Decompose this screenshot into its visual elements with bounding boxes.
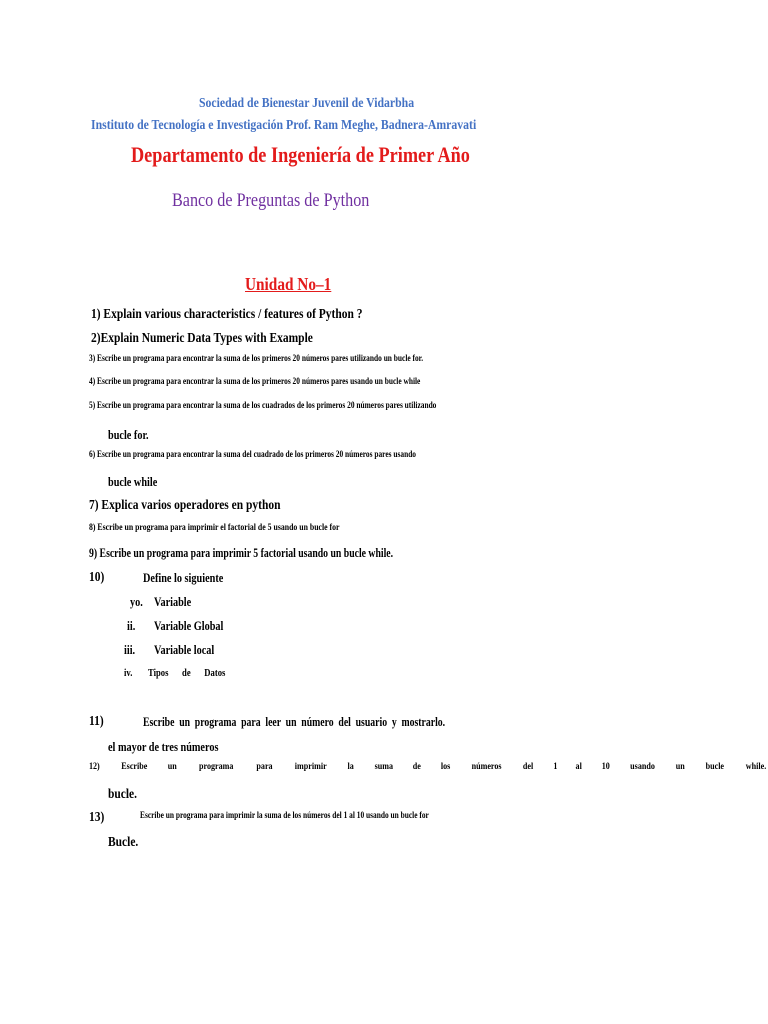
word: programa <box>199 762 234 772</box>
word: para <box>256 762 273 772</box>
word: 12) <box>88 762 100 772</box>
list-item-number: iii. <box>124 643 136 657</box>
word: while. <box>745 762 767 772</box>
society-name: Sociedad de Bienestar Juvenil de Vidarbha <box>199 96 415 111</box>
word: imprimir <box>294 762 327 772</box>
question-13-number: 13) <box>89 810 105 825</box>
word: números <box>471 762 502 772</box>
question-6: 6) Escribe un programa para encontrar la suma del cuadrado de los primeros 20 números pares usando <box>89 450 417 460</box>
unit-heading: Unidad No–1 <box>245 274 332 294</box>
question-10-text: Define lo siguiente <box>143 571 224 585</box>
department-title: Departamento de Ingeniería de Primer Año <box>131 142 470 167</box>
list-item-text: Tipos de Datos <box>148 668 226 679</box>
question-1: 1) Explain various characteristics / features of Python ? <box>91 307 363 322</box>
question-11-text: Escribe un programa para leer un número del usuario y mostrarlo. <box>143 715 446 729</box>
word: suma <box>374 762 393 772</box>
question-12 <box>88 762 768 772</box>
question-3: 3) Escribe un programa para encontrar la suma de los primeros 20 números pares utilizando un bucle for. <box>89 354 424 364</box>
question-5-continuation: bucle for. <box>108 428 149 442</box>
list-item-text: Variable Global <box>154 619 224 633</box>
word: bucle <box>705 762 725 772</box>
word: un <box>168 762 178 772</box>
word: al <box>575 762 583 772</box>
question-2: 2)Explain Numeric Data Types with Example <box>91 331 313 346</box>
list-item-number: yo. <box>130 595 143 609</box>
question-11-continuation: el mayor de tres números <box>108 740 219 754</box>
word: del <box>523 762 534 772</box>
question-12-continuation: bucle. <box>108 787 138 802</box>
word: de <box>413 762 422 772</box>
word: 10 <box>601 762 610 772</box>
word: la <box>347 762 355 772</box>
question-13-continuation: Bucle. <box>108 835 139 850</box>
institute-name: Instituto de Tecnología e Investigación Prof. Ram Meghe, Badnera-Amravati <box>91 118 477 133</box>
question-10-number: 10) <box>89 570 105 585</box>
list-item-number: iv. <box>124 668 133 679</box>
question-5: 5) Escribe un programa para encontrar la suma de los cuadrados de los primeros 20 números pares utilizando <box>89 401 437 411</box>
question-4: 4) Escribe un programa para encontrar la suma de los primeros 20 números pares usando un bucle while <box>89 377 421 387</box>
word: usando <box>630 762 656 772</box>
word: 1 <box>552 762 557 772</box>
list-item-text: Variable local <box>154 643 215 657</box>
list-item-number: ii. <box>127 619 136 633</box>
question-7: 7) Explica varios operadores en python <box>89 498 281 513</box>
question-13-text: Escribe un programa para imprimir la suma de los números del 1 al 10 usando un bucle for <box>140 811 429 821</box>
word: un <box>676 762 686 772</box>
list-item-text: Variable <box>154 595 192 609</box>
question-8: 8) Escribe un programa para imprimir el factorial de 5 usando un bucle for <box>89 523 340 533</box>
word: los <box>440 762 451 772</box>
word: Escribe <box>121 762 148 772</box>
question-9: 9) Escribe un programa para imprimir 5 factorial usando un bucle while. <box>89 546 394 560</box>
question-11-number: 11) <box>89 714 104 729</box>
question-bank-title: Banco de Preguntas de Python <box>172 190 370 211</box>
question-6-continuation: bucle while <box>108 475 158 489</box>
